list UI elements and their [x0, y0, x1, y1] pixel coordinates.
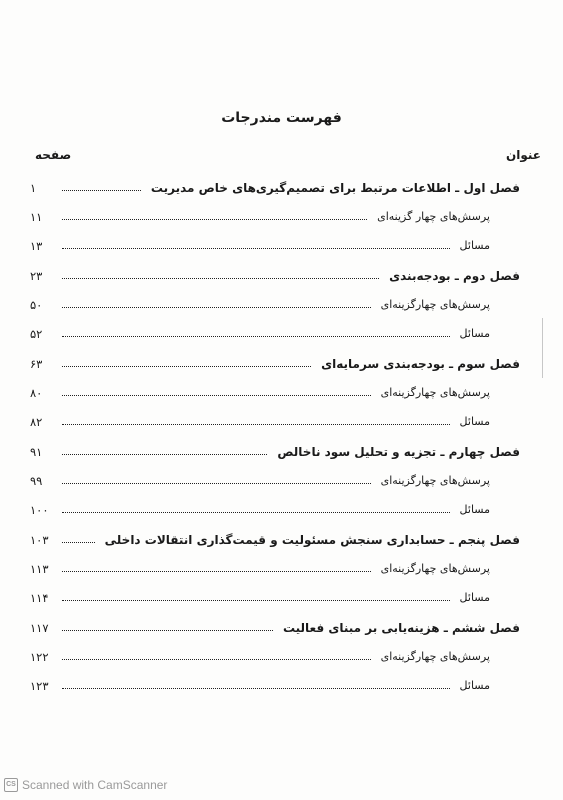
scanner-watermark-text: Scanned with CamScanner [22, 778, 168, 792]
page-number: ۹۹ [30, 473, 43, 488]
scanner-watermark [4, 778, 167, 792]
page-number: ۱۰۳ [30, 532, 49, 547]
toc-subsection-row [30, 554, 520, 583]
chapter-title: فصل چهارم ـ تجزیه و تحلیل سود ناخالص [277, 444, 520, 459]
page-number: ۹۱ [30, 444, 43, 459]
toc-subsection-row [30, 202, 520, 231]
subsection-title: پرسش‌های چهار گزینه‌ای [377, 210, 490, 223]
scan-edge-line [542, 318, 543, 378]
toc-subsection-row [30, 319, 520, 348]
page-number: ۱۲۲ [30, 649, 49, 664]
page-number: ۵۰ [30, 297, 43, 312]
camscanner-logo-icon: CS [4, 778, 18, 792]
subsection-title: مسائل [459, 415, 490, 428]
dot-leader [62, 600, 450, 601]
dot-leader [62, 395, 371, 396]
column-heading-page: صفحه [35, 148, 72, 162]
toc-chapter-row [30, 613, 520, 642]
page-title: فهرست مندرجات [221, 110, 342, 126]
subsection-title: مسائل [459, 327, 490, 340]
dot-leader [62, 630, 273, 631]
page-number: ۱۱۷ [30, 620, 49, 635]
page-number: ۵۲ [30, 326, 43, 341]
subsection-title: پرسش‌های چهارگزینه‌ای [380, 474, 490, 487]
dot-leader [62, 336, 450, 337]
toc-subsection-row [30, 466, 520, 495]
subsection-title: پرسش‌های چهارگزینه‌ای [380, 650, 490, 663]
dot-leader [62, 688, 450, 689]
dot-leader [62, 571, 371, 572]
page-number: ۱۱ [30, 209, 43, 224]
dot-leader [62, 366, 311, 367]
subsection-title: پرسش‌های چهارگزینه‌ای [380, 562, 490, 575]
page-number: ۱۱۳ [30, 561, 49, 576]
chapter-title: فصل سوم ـ بودجه‌بندی سرمایه‌ای [321, 356, 520, 371]
dot-leader [62, 454, 267, 455]
subsection-title: مسائل [459, 503, 490, 516]
chapter-title: فصل ششم ـ هزینه‌یابی بر مبنای فعالیت [282, 620, 520, 635]
toc-subsection-row [30, 231, 520, 260]
page-number: ۱۳ [30, 238, 43, 253]
column-heading-title: عنوان [506, 148, 541, 162]
toc-subsection-row [30, 642, 520, 671]
toc-subsection-row [30, 378, 520, 407]
toc-chapter-row [30, 437, 520, 466]
dot-leader [62, 542, 95, 543]
chapter-title: فصل اول ـ اطلاعات مرتبط برای تصمیم‌گیری‌های خاص مدیریت [150, 180, 520, 195]
dot-leader [62, 659, 371, 660]
page-number: ۶۳ [30, 356, 43, 371]
dot-leader [62, 307, 371, 308]
subsection-title: مسائل [459, 679, 490, 692]
dot-leader [62, 219, 367, 220]
toc-subsection-row [30, 495, 520, 524]
toc-subsection-row [30, 583, 520, 612]
subsection-title: مسائل [459, 591, 490, 604]
dot-leader [62, 483, 371, 484]
dot-leader [62, 190, 141, 191]
toc-subsection-row [30, 671, 520, 700]
dot-leader [62, 512, 450, 513]
toc-chapter-row [30, 349, 520, 378]
toc-subsection-row [30, 290, 520, 319]
toc-chapter-row [30, 173, 520, 202]
subsection-title: پرسش‌های چهارگزینه‌ای [380, 386, 490, 399]
toc-chapter-row [30, 525, 520, 554]
page-number: ۱۰۰ [30, 502, 49, 517]
page-number: ۱ [30, 180, 37, 195]
page-number: ۱۲۳ [30, 678, 49, 693]
subsection-title: مسائل [459, 239, 490, 252]
page-number: ۸۰ [30, 385, 43, 400]
toc-chapter-row [30, 261, 520, 290]
dot-leader [62, 278, 379, 279]
chapter-title: فصل پنجم ـ حسابداری سنجش مسئولیت و قیمت‌گذاری انتقالات داخلی [104, 532, 520, 547]
page-number: ۲۳ [30, 268, 43, 283]
page-number: ۱۱۴ [30, 590, 49, 605]
page-number: ۸۲ [30, 414, 43, 429]
subsection-title: پرسش‌های چهارگزینه‌ای [380, 298, 490, 311]
chapter-title: فصل دوم ـ بودجه‌بندی [389, 268, 520, 283]
dot-leader [62, 248, 450, 249]
toc-subsection-row [30, 407, 520, 436]
dot-leader [62, 424, 450, 425]
table-of-contents [30, 172, 520, 700]
